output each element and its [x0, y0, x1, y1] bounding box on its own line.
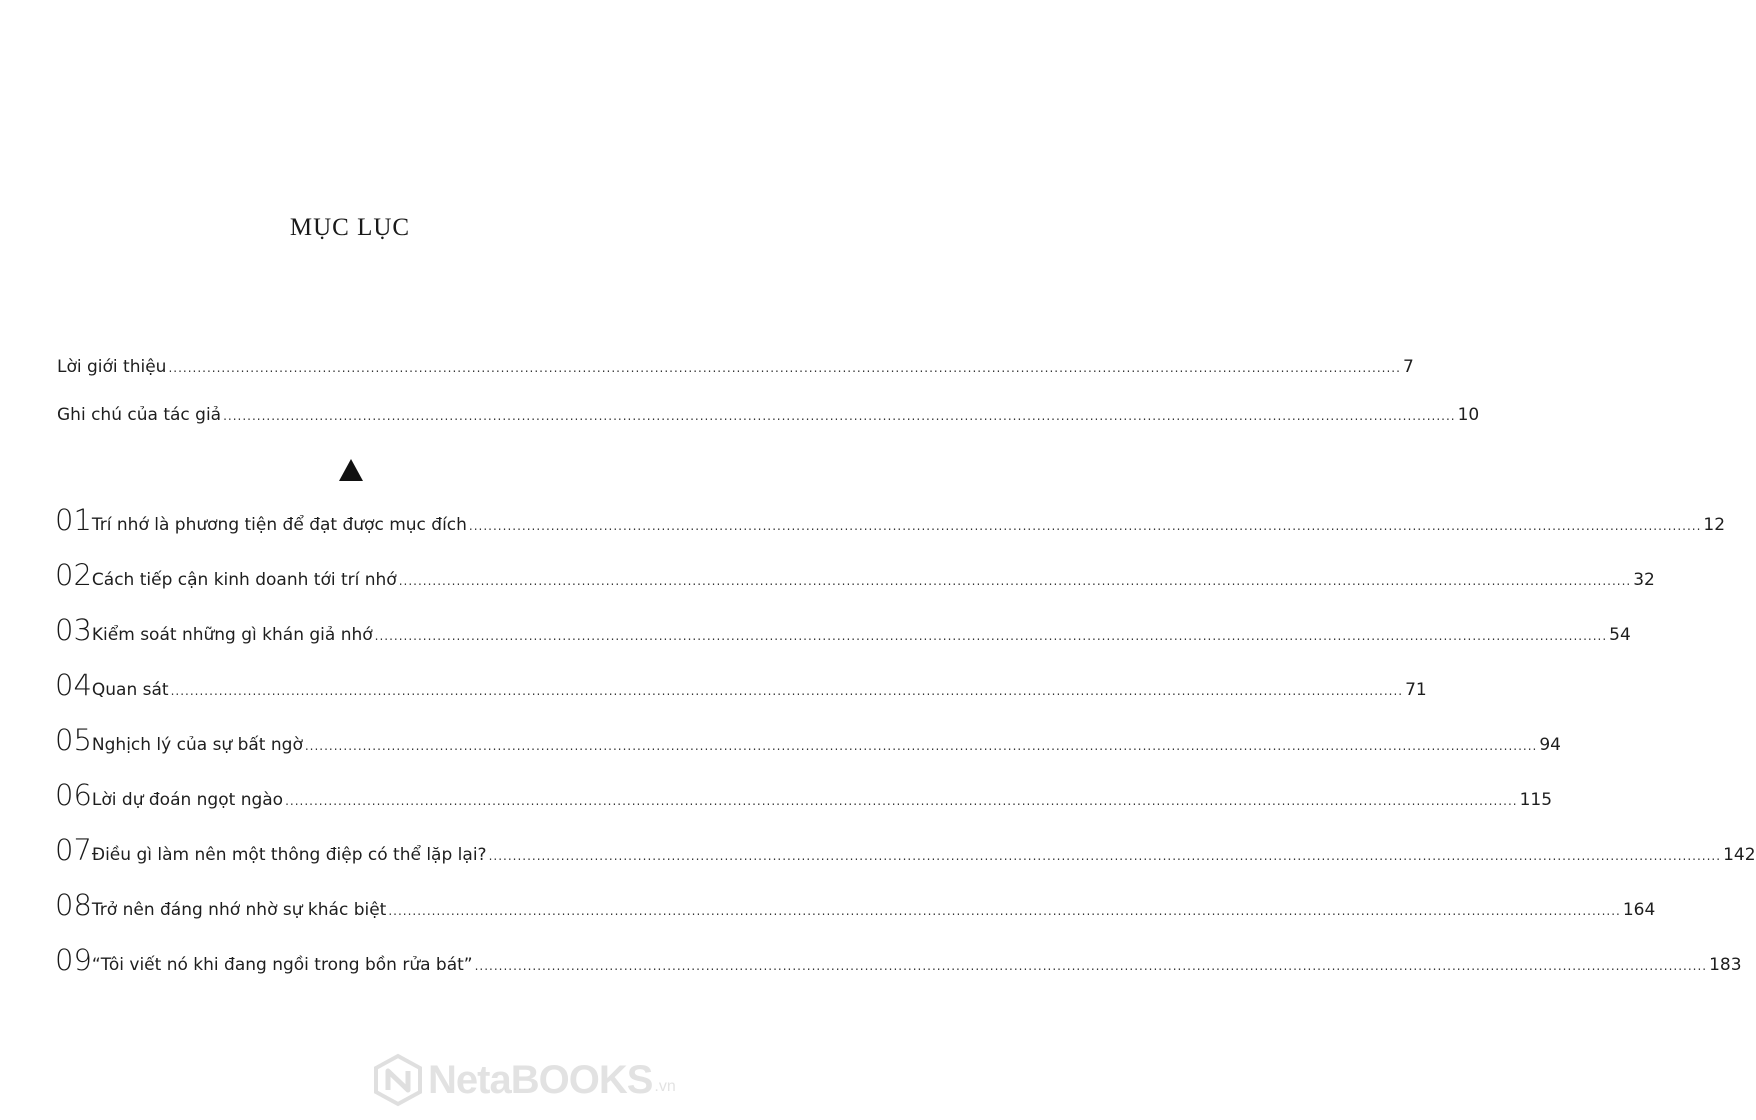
dot-leader — [305, 735, 1538, 755]
dot-leader — [388, 900, 1621, 920]
chapter-entry — [92, 680, 1427, 700]
dot-leader — [469, 515, 1702, 535]
chapter-number: 08 — [55, 888, 92, 922]
chapter-title: Cách tiếp cận kinh doanh tới trí nhớ — [91, 570, 397, 590]
chapter-row-05[interactable] — [55, 723, 1561, 778]
watermark-brand: NetaBOOKS — [428, 1057, 653, 1102]
chapter-title: “Tôi viết nó khi đang ngồi trong bồn rửa bát” — [91, 955, 473, 975]
chapter-entry — [92, 900, 1655, 920]
dot-leader — [223, 405, 1456, 425]
chapter-list — [55, 503, 1756, 998]
chapter-number: 07 — [55, 833, 92, 867]
netabooks-logo-icon — [372, 1054, 424, 1106]
chapter-entry — [92, 845, 1756, 865]
chapter-title: Nghịch lý của sự bất ngờ — [91, 735, 303, 755]
chapter-title: Trở nên đáng nhớ nhờ sự khác biệt — [91, 900, 387, 920]
chapter-page: 164 — [1622, 900, 1656, 920]
dot-leader — [489, 845, 1722, 865]
chapter-page: 54 — [1609, 625, 1631, 645]
chapter-entry — [92, 570, 1655, 590]
triangle-up-icon — [339, 459, 363, 481]
dot-leader — [475, 955, 1708, 975]
chapter-number: 02 — [55, 558, 92, 592]
chapter-entry — [92, 625, 1631, 645]
watermark-suffix: .vn — [654, 1078, 676, 1095]
chapter-page: 32 — [1633, 570, 1655, 590]
intro-entries — [57, 357, 1480, 453]
chapter-page: 142 — [1723, 845, 1756, 865]
page-title: MỤC LỤC — [289, 214, 411, 241]
chapter-number: 03 — [55, 613, 92, 647]
chapter-title: Điều gì làm nên một thông điệp có thể lặp lại? — [91, 845, 487, 865]
chapter-title: Quan sát — [91, 680, 169, 700]
toc-entry-label: Lời giới thiệu — [57, 357, 167, 377]
chapter-row-04[interactable] — [55, 668, 1427, 723]
chapter-title: Lời dự đoán ngọt ngào — [91, 790, 284, 810]
chapter-row-07[interactable] — [55, 833, 1756, 888]
toc-entry-page: 10 — [1457, 405, 1480, 425]
chapter-number: 01 — [55, 503, 92, 537]
chapter-entry — [92, 790, 1552, 810]
chapter-row-01[interactable] — [55, 503, 1726, 558]
chapter-number: 09 — [55, 943, 92, 977]
dot-leader — [399, 570, 1632, 590]
chapter-page: 94 — [1539, 735, 1561, 755]
chapter-entry — [92, 515, 1725, 535]
chapter-row-08[interactable] — [55, 888, 1656, 943]
chapter-row-09[interactable] — [55, 943, 1742, 998]
dot-leader — [168, 357, 1401, 377]
dot-leader — [171, 680, 1404, 700]
netabooks-watermark — [372, 1050, 692, 1110]
dot-leader — [285, 790, 1518, 810]
chapter-row-02[interactable] — [55, 558, 1655, 613]
chapter-number: 06 — [55, 778, 92, 812]
chapter-number: 05 — [55, 723, 92, 757]
chapter-title: Kiểm soát những gì khán giả nhớ — [91, 625, 373, 645]
chapter-title: Trí nhớ là phương tiện để đạt được mục đích — [91, 515, 467, 535]
toc-entry-introduction[interactable] — [57, 357, 1414, 405]
chapter-entry — [92, 735, 1561, 755]
chapter-page: 115 — [1519, 790, 1553, 810]
chapter-page: 71 — [1405, 680, 1427, 700]
dot-leader — [375, 625, 1608, 645]
chapter-row-06[interactable] — [55, 778, 1553, 833]
chapter-row-03[interactable] — [55, 613, 1631, 668]
toc-entry-author-note[interactable] — [57, 405, 1480, 453]
chapter-number: 04 — [55, 668, 92, 702]
chapter-page: 12 — [1703, 515, 1726, 535]
chapter-entry — [92, 955, 1742, 975]
chapter-page: 183 — [1709, 955, 1742, 975]
toc-entry-label: Ghi chú của tác giả — [57, 405, 222, 425]
toc-entry-page: 7 — [1402, 357, 1414, 377]
